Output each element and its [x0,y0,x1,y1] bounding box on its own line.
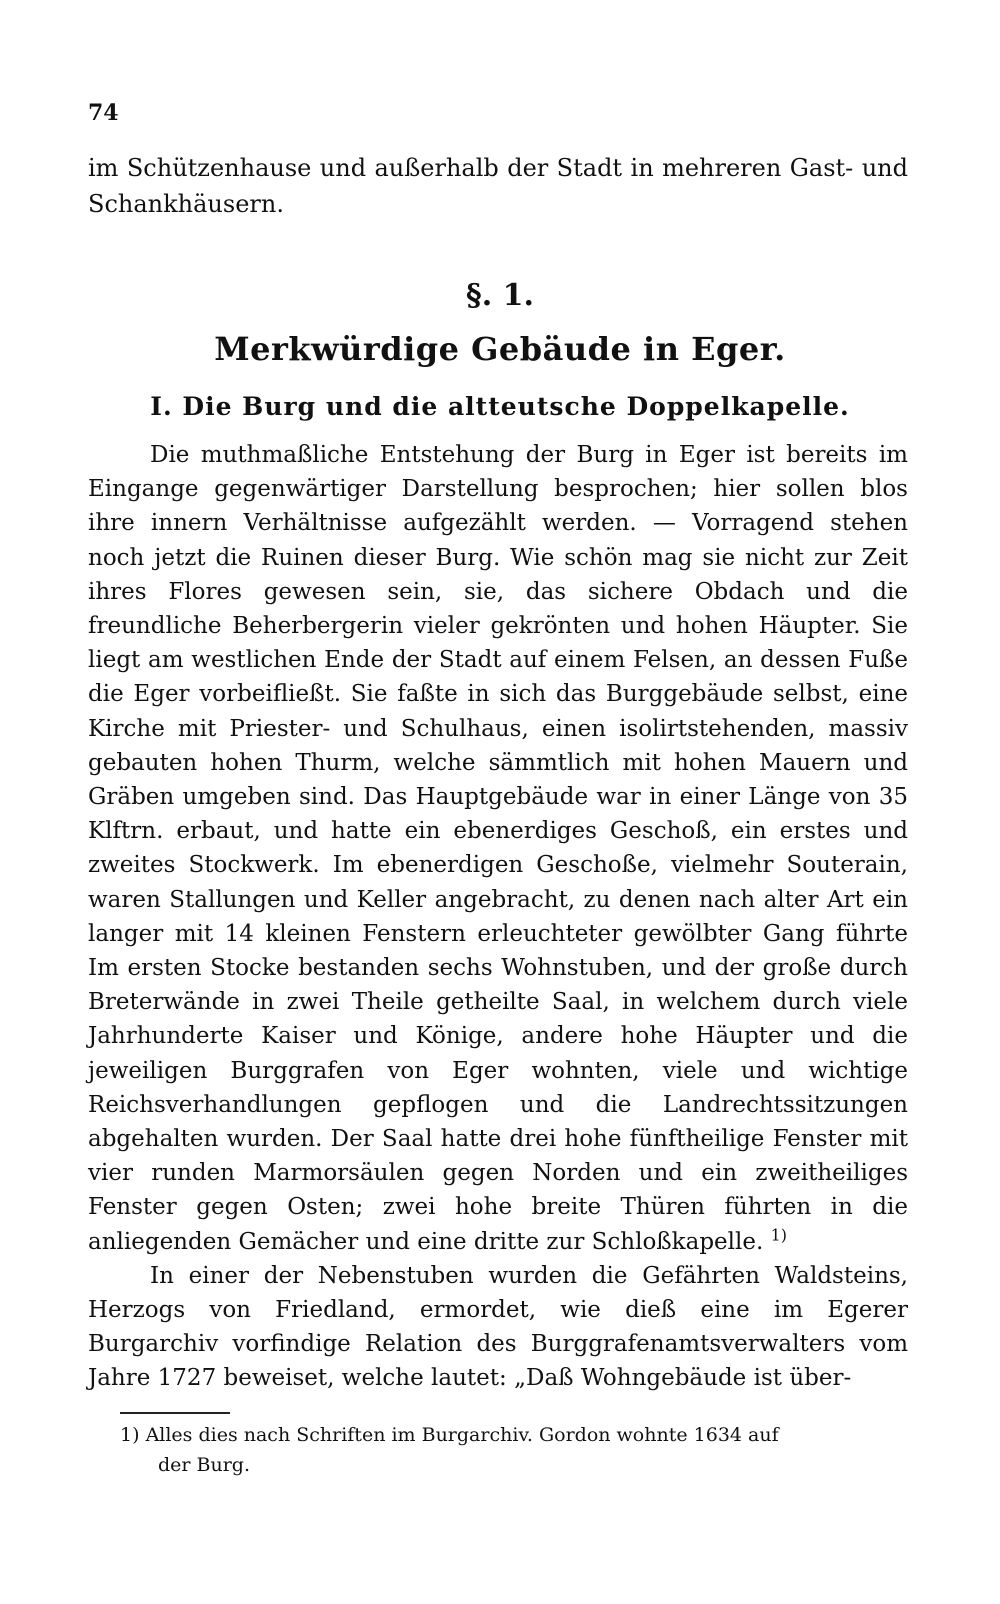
paragraph [88,438,908,1259]
section-number: §. 1. [466,278,534,313]
page-number: 74 [88,100,119,126]
footnote-text: Alles dies nach Schriften im Burgarchiv. Gordon wohnte 1634 auf [145,1424,779,1446]
intro-text: im Schützenhause und außerhalb der Stadt in mehreren Gast- und Schankhäusern. [88,154,908,218]
footnote-continuation: der Burg. [158,1454,251,1476]
paragraph-text: Die muthmaßliche Entstehung der Burg in Eger ist bereits im Eingange gegenwärtiger Darstellung besprochen; hier sollen blos ihre innern Verhältnisse aufgezählt werden. — Vorragend stehen noch jetzt die Ruinen dieser Burg. Wie schön mag sie nicht zur Zeit ihres Flores gewesen sein, sie, das sichere Obdach und die freundliche Beherbergerin vieler gekrönten und hohen Häupter. Sie liegt am westlichen Ende der Stadt auf einem Felsen, an dessen Fuße die Eger vorbeifließt. Sie faßte in sich das Burggebäude selbst, eine Kirche mit Priester- und Schulhaus, einen isolirtstehenden, massiv gebauten hohen Thurm, welche sämmtlich mit hohen Mauern und Gräben umgeben sind. Das Hauptgebäude war in einer Länge von 35 Klftrn. erbaut, und hatte ein ebenerdiges Geschoß, ein erstes und zweites Stockwerk. Im ebenerdigen Geschoße, vielmehr Souterain, waren Stallungen und Keller angebracht, zu denen nach alter Art ein langer mit 14 kleinen Fenstern erleuchteter gewölbter Gang führte Im ersten Stocke bestanden sechs Wohnstuben, und der große durch Breterwände in zwei Theile getheilte Saal, in welchem durch viele Jahrhunderte Kaiser und Könige, andere hohe Häupter und die jeweiligen Burggrafen von Eger wohnten, viele und wichtige Reichsverhandlungen gepflogen und die Landrechtssitzungen abgehalten wurden. Der Saal hatte drei hohe fünftheilige Fenster mit vier runden Marmorsäulen gegen Norden und ein zweitheiliges Fenster gegen Osten; zwei hohe breite Thüren führten in die anliegenden Gemächer und eine dritte zur Schloßkapelle. [88,442,908,1255]
footnote-divider [120,1412,230,1414]
paragraph: In einer der Nebenstuben wurden die Gefährten Waldsteins, Herzogs von Friedland, ermordet, wie dieß eine im Egerer Burgarchiv vorfindige Relation des Burggrafenamtsverwalters vom Jahre 1727 beweiset, welche lautet: „Daß Wohngebäude ist über- [88,1262,908,1392]
subsection-title: I. Die Burg und die altteutsche Doppelkapelle. [150,392,850,421]
body-text [88,438,908,1396]
footnote-marker: 1) [120,1424,140,1446]
section-title: Merkwürdige Gebäude in Eger. [214,330,786,368]
footnote-reference: 1) [770,1225,788,1245]
footnote-line [120,1420,900,1450]
footnote [120,1420,900,1480]
